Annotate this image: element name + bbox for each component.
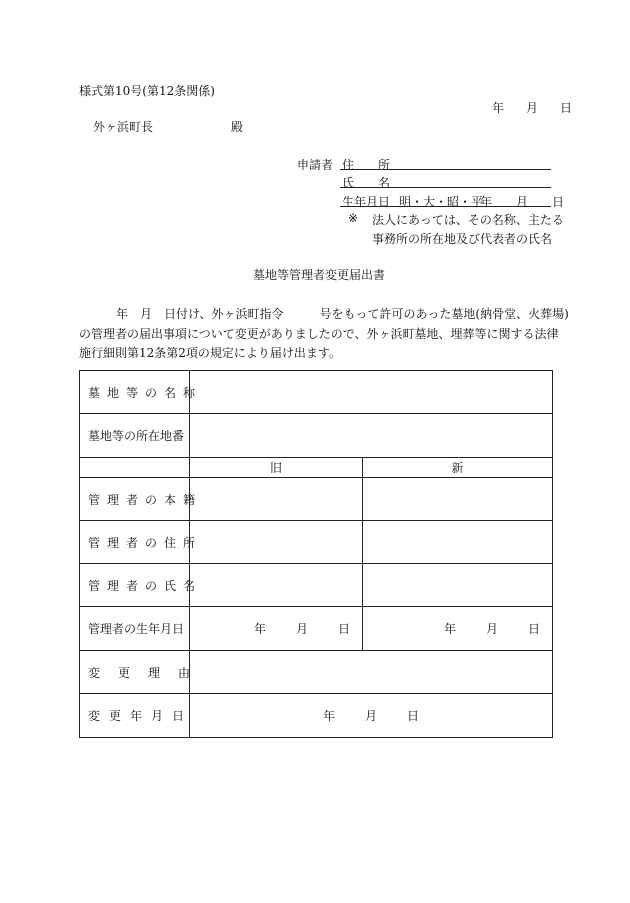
row-label-location: 墓地等の所在地番 (80, 414, 190, 458)
cell-birth-old[interactable] (190, 607, 363, 651)
row-label-manager-name: 管理者の氏名 (80, 564, 190, 607)
row-label-address: 管理者の住所 (80, 521, 190, 564)
table-row (80, 564, 553, 607)
cell-address-new[interactable] (363, 521, 553, 564)
row-label-domicile: 管理者の本籍 (80, 478, 190, 521)
applicant-label: 申請者 (297, 158, 334, 172)
birth-old-month-unit: 月 (295, 622, 308, 636)
table-row (80, 478, 553, 521)
table-row (80, 694, 553, 738)
body-line-1: 年 月 日付け、外ヶ浜町指令 号をもって許可のあった墓地(納骨堂、火葬場) (116, 307, 569, 321)
table-row (80, 371, 553, 414)
header-empty-cell (80, 458, 190, 478)
cell-name-value[interactable] (190, 371, 553, 414)
table-row (80, 521, 553, 564)
change-date-month-unit: 月 (364, 709, 377, 723)
row-label-change-date: 変更年月日 (80, 694, 190, 738)
table-row (80, 607, 553, 651)
cell-domicile-old[interactable] (190, 478, 363, 521)
document-title: 墓地等管理者変更届出書 (253, 268, 386, 282)
addressee: 外ヶ浜町長 (93, 120, 154, 134)
applicant-name-label: 氏 名 (342, 176, 391, 190)
change-report-table (79, 370, 553, 738)
note-line-2: 事務所の所在地及び代表者の氏名 (372, 232, 553, 246)
row-label-name: 墓地等の名称 (80, 371, 190, 414)
birth-new-day-unit: 日 (527, 622, 540, 636)
row-label-birth: 管理者の生年月日 (80, 607, 190, 651)
body-line-3: 施行細則第12条第2項の規定により届け出ます。 (79, 346, 341, 360)
cell-reason-value[interactable] (190, 651, 553, 694)
cell-change-date-value[interactable] (190, 694, 553, 738)
cell-location-value[interactable] (190, 414, 553, 458)
address-underline (340, 169, 551, 170)
birth-old-year-unit: 年 (253, 622, 266, 636)
applicant-birth-label: 生年月日 (342, 195, 391, 209)
table-row (80, 458, 553, 478)
honorific: 殿 (231, 120, 244, 134)
applicant-birth-units: 年 月 日 (480, 195, 571, 209)
change-date-year-unit: 年 (322, 709, 335, 723)
table-row (80, 651, 553, 694)
birth-underline (340, 206, 551, 207)
table-row (80, 414, 553, 458)
cell-birth-new[interactable] (363, 607, 553, 651)
row-label-reason: 変更理由 (80, 651, 190, 694)
submission-date: 年 月 日 (492, 101, 578, 115)
cell-domicile-new[interactable] (363, 478, 553, 521)
cell-manager-name-new[interactable] (363, 564, 553, 607)
birth-new-month-unit: 月 (485, 622, 498, 636)
name-underline (340, 187, 551, 188)
note-mark: ※ (348, 211, 359, 225)
column-header-new: 新 (363, 458, 553, 478)
birth-old-day-unit: 日 (337, 622, 350, 636)
note-line-1: 法人にあっては、その名称、主たる (372, 213, 564, 227)
applicant-era-options: 明・大・昭・平 (399, 195, 484, 209)
form-number: 様式第10号(第12条関係) (79, 84, 215, 98)
column-header-old: 旧 (190, 458, 363, 478)
cell-manager-name-old[interactable] (190, 564, 363, 607)
cell-address-old[interactable] (190, 521, 363, 564)
birth-new-year-unit: 年 (443, 622, 456, 636)
applicant-address-label: 住 所 (342, 158, 391, 172)
body-line-2: の管理者の届出事項について変更がありましたので、外ヶ浜町墓地、埋葬等に関する法律 (79, 327, 559, 341)
change-date-day-unit: 日 (407, 709, 420, 723)
